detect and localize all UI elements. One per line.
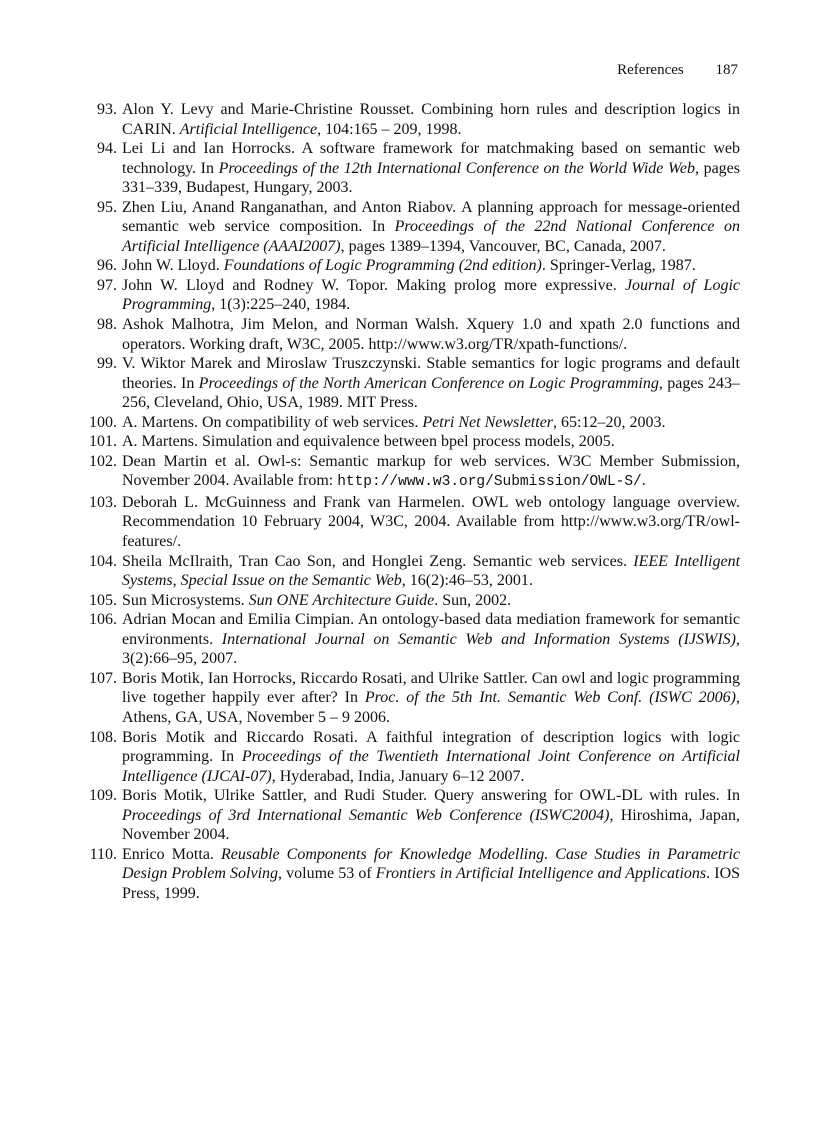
reference-number: 101.: [89, 433, 117, 451]
reference-text: , Athens, GA, USA, November 5 – 9 2006.: [122, 689, 740, 726]
reference-text: , volume 53 of: [278, 865, 376, 883]
reference-number: 100.: [89, 413, 117, 431]
reference-text: Lei Li and Ian Horrocks. A software framework for matchmaking based on semantic web technology. In: [122, 140, 740, 177]
reference-entry: [97, 198, 740, 257]
reference-title-italic: Journal of Logic Programming: [122, 276, 740, 314]
reference-text: , 3(2):66–95, 2007.: [122, 630, 741, 668]
reference-list: [89, 100, 741, 903]
reference-text: Dean Martin et al. Owl-s: Semantic markup for web services. W3C Member Submission, November 2004. Available from:: [122, 452, 740, 490]
reference-title-italic: International Journal on Semantic Web and Information Systems (IJSWIS): [221, 630, 737, 648]
reference-title-italic: Sun ONE Architecture Guide: [248, 591, 435, 609]
reference-entry: [89, 432, 740, 452]
reference-title-italic: Proceedings of the 22nd National Conference on Artificial Intelligence (AAAI2007): [122, 218, 740, 255]
reference-number: 102.: [89, 452, 117, 470]
reference-entry: [89, 669, 740, 728]
reference-text: Boris Motik, Ulrike Sattler, and Rudi Studer. Query answering for OWL-DL with rules. In: [122, 787, 740, 805]
reference-number: 106.: [89, 611, 117, 629]
reference-title-italic: Foundations of Logic Programming (2nd edition): [223, 257, 542, 275]
reference-number: 94.: [97, 140, 117, 158]
reference-entry: [97, 256, 740, 276]
reference-number: 96.: [97, 257, 117, 275]
reference-entry: [97, 139, 740, 198]
reference-title-italic: Proceedings of the 12th International Conference on the World Wide Web: [218, 159, 695, 177]
reference-number: 105.: [89, 591, 117, 609]
reference-number: 93.: [97, 101, 117, 118]
reference-number: 110.: [89, 845, 117, 863]
reference-text: Alon Y. Levy and Marie-Christine Rousset. Combining horn rules and description logics in CARIN.: [122, 101, 740, 138]
reference-number: 99.: [97, 355, 117, 373]
reference-entry: [97, 276, 740, 315]
reference-text: , 16(2):46–53, 2001.: [401, 572, 533, 590]
reference-entry: [97, 354, 740, 413]
reference-entry: [89, 728, 741, 787]
reference-entry: [89, 552, 741, 591]
reference-number: 97.: [97, 276, 117, 294]
reference-number: 107.: [89, 669, 117, 687]
reference-text: , pages 243–256, Cleveland, Ohio, USA, 1989. MIT Press.: [122, 374, 740, 412]
reference-entry: [89, 493, 740, 552]
reference-title-italic: Proc. of the 5th Int. Semantic Web Conf. (ISWC 2006): [364, 689, 736, 707]
reference-number: 103.: [89, 493, 117, 511]
reference-entry: [89, 786, 740, 845]
reference-entry: [89, 413, 740, 433]
reference-entry: [97, 100, 740, 139]
reference-text: Sun Microsystems.: [122, 591, 249, 609]
reference-text: A. Martens. On compatibility of web services.: [122, 413, 423, 431]
reference-text: Enrico Motta.: [122, 845, 221, 863]
reference-text: John W. Lloyd.: [122, 257, 224, 275]
reference-text: , pages 331–339, Budapest, Hungary, 2003.: [122, 159, 740, 197]
reference-text: .: [641, 472, 646, 490]
reference-number: 95.: [97, 198, 117, 216]
reference-text: . Sun, 2002.: [434, 591, 512, 609]
reference-text: Ashok Malhotra, Jim Melon, and Norman Walsh. Xquery 1.0 and xpath 2.0 functions and operators. Working draft, W3C, 2005. http://www.w3.org/TR/xpath-functions/.: [122, 316, 740, 353]
reference-text: Boris Motik, Ian Horrocks, Riccardo Rosati, and Ulrike Sattler. Can owl and logic programming live together happily ever after? In: [122, 669, 740, 707]
reference-text: Zhen Liu, Anand Ranganathan, and Anton Riabov. A planning approach for message-oriented semantic web service composition. In: [122, 198, 740, 236]
reference-number: 104.: [89, 552, 117, 570]
reference-title-italic: Petri Net Newsletter: [422, 413, 554, 431]
reference-url: http://www.w3.org/Submission/OWL-S/: [337, 474, 642, 491]
reference-text: A. Martens. Simulation and equivalence between bpel process models, 2005.: [122, 433, 615, 451]
reference-text: Adrian Mocan and Emilia Cimpian. An ontology-based data mediation framework for semantic environments.: [122, 611, 740, 648]
reference-entry: [97, 315, 740, 354]
reference-entry: [89, 591, 740, 611]
reference-text: , 104:165 – 209, 1998.: [317, 120, 462, 138]
reference-text: , Hyderabad, India, January 6–12 2007.: [271, 767, 525, 785]
reference-entry: [89, 610, 741, 669]
reference-title-italic: Frontiers in Artificial Intelligence and Applications: [375, 865, 707, 883]
reference-text: . IOS Press, 1999.: [122, 865, 741, 902]
reference-title-italic: Artificial Intelligence: [179, 120, 318, 138]
reference-text: John W. Lloyd and Rodney W. Topor. Making prolog more expressive.: [122, 276, 625, 294]
reference-text: Boris Motik and Riccardo Rosati. A faithful integration of description logics with logic programming. In: [122, 728, 740, 766]
reference-text: , 1(3):225–240, 1984.: [211, 296, 351, 314]
page-number: 187: [715, 62, 738, 78]
reference-title-italic: Proceedings of the Twentieth International Joint Conference on Artificial Intelligence (IJCAI-07): [122, 748, 741, 785]
reference-title-italic: IEEE Intelligent Systems, Special Issue on the Semantic Web: [122, 552, 741, 590]
reference-number: 109.: [89, 787, 117, 805]
reference-number: 98.: [97, 316, 117, 334]
reference-text: Sheila McIlraith, Tran Cao Son, and Honglei Zeng. Semantic web services.: [122, 552, 634, 570]
reference-entry: [89, 845, 741, 904]
reference-text: , 65:12–20, 2003.: [553, 413, 666, 431]
running-head: [617, 62, 738, 79]
reference-entry: [89, 452, 740, 493]
reference-number: 108.: [89, 728, 117, 746]
reference-text: , Hiroshima, Japan, November 2004.: [122, 806, 740, 844]
reference-text: Deborah L. McGuinness and Frank van Harmelen. OWL web ontology language overview. Recommendation 10 February 2004, W3C, 2004. Available from http://www.w3.org/TR/owl-features/.: [122, 493, 740, 551]
reference-text: V. Wiktor Marek and Miroslaw Truszczynski. Stable semantics for logic programs and default theories. In: [122, 355, 740, 392]
reference-text: , pages 1389–1394, Vancouver, BC, Canada, 2007.: [340, 237, 666, 255]
reference-text: . Springer-Verlag, 1987.: [541, 257, 696, 275]
reference-title-italic: Proceedings of the North American Conference on Logic Programming: [198, 374, 659, 392]
section-title: References: [617, 62, 684, 78]
reference-title-italic: Proceedings of 3rd International Semantic Web Conference (ISWC2004): [122, 806, 610, 824]
reference-title-italic: Reusable Components for Knowledge Modelling. Case Studies in Parametric Design Problem Solving: [122, 845, 740, 883]
